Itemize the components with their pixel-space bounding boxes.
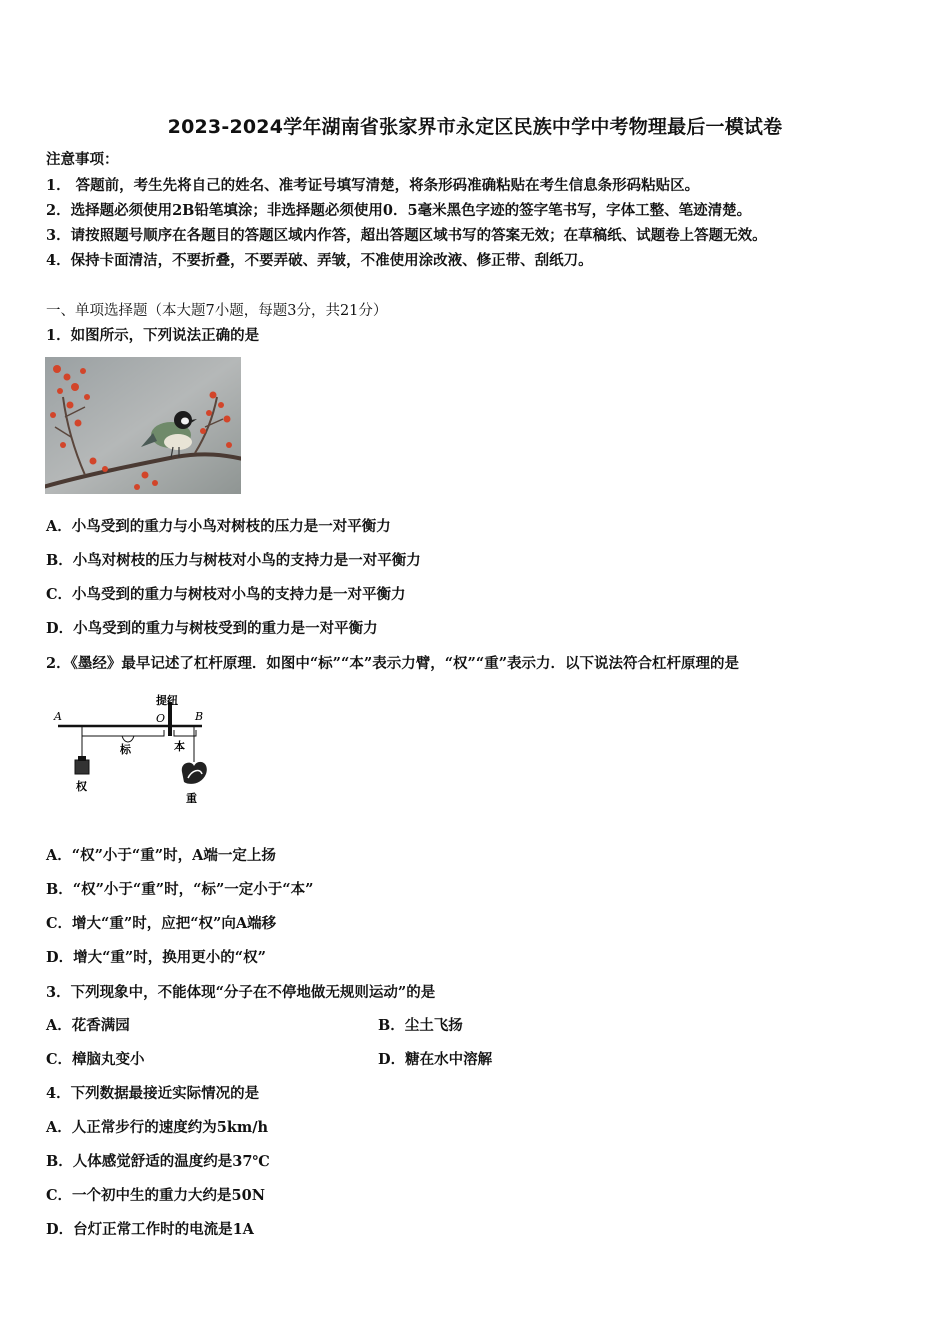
notice-heading: 注意事项： [46, 151, 119, 168]
page-title: 2023-2024学年湖南省张家界市永定区民族中学中考物理最后一模试卷 [167, 116, 783, 138]
label-o: O [156, 712, 166, 725]
option: D．增大“重”时，换用更小的“权” [46, 949, 266, 966]
option: D．台灯正常工作时的电流是1A [46, 1221, 254, 1238]
bird-on-branch-photo [45, 357, 241, 494]
notice-item: 3．请按照题号顺序在各题目的答题区域内作答，超出答题区域书写的答案无效；在草稿纸、试题卷上答题无效。 [46, 227, 767, 244]
option: A．“权”小于“重”时，A端一定上扬 [46, 847, 276, 864]
notice-item: 4．保持卡面清洁，不要折叠，不要弄破、弄皱，不准使用涂改液、修正带、刮纸刀。 [46, 252, 593, 269]
label-biao: 标 [120, 743, 131, 756]
lever-diagram [52, 692, 222, 810]
label-b: B [195, 710, 204, 723]
option: B．小鸟对树枝的压力与树枝对小鸟的支持力是一对平衡力 [46, 552, 421, 569]
option: B．“权”小于“重”时，“标”一定小于“本” [46, 881, 314, 898]
question-2-stem: 2．《墨经》最早记述了杠杆原理．如图中“标”“本”表示力臂，“权”“重”表示力．以下说法符合杠杆原理的是 [46, 655, 740, 672]
option: A．花香满园 [46, 1017, 130, 1034]
label-zhong: 重 [186, 792, 197, 805]
question-3-stem: 3．下列现象中，不能体现“分子在不停地做无规则运动”的是 [46, 984, 436, 1001]
option: C．小鸟受到的重力与树枝对小鸟的支持力是一对平衡力 [46, 586, 406, 603]
section-heading: 一、单项选择题（本大题7小题，每题3分，共21分） [46, 303, 388, 319]
label-quan: 权 [76, 780, 87, 793]
option: C．樟脑丸变小 [46, 1051, 145, 1068]
question-1-stem: 1．如图所示，下列说法正确的是 [46, 327, 260, 344]
option: C．一个初中生的重力大约是50N [46, 1187, 265, 1204]
option: B．人体感觉舒适的温度约是37℃ [46, 1153, 270, 1170]
label-tiniu: 提纽 [156, 694, 178, 707]
label-a: A [54, 710, 62, 723]
notice-item: 2．选择题必须使用2B铅笔填涂；非选择题必须使用0．5毫米黑色字迹的签字笔书写，字体工整、笔迹清楚。 [46, 202, 752, 219]
option: D．小鸟受到的重力与树枝受到的重力是一对平衡力 [46, 620, 378, 637]
label-ben: 本 [174, 740, 185, 753]
option: B．尘土飞扬 [378, 1017, 463, 1034]
question-4-stem: 4．下列数据最接近实际情况的是 [46, 1085, 260, 1102]
option: A．人正常步行的速度约为5km/h [46, 1119, 269, 1136]
option: A．小鸟受到的重力与小鸟对树枝的压力是一对平衡力 [46, 518, 391, 535]
option: C．增大“重”时，应把“权”向A端移 [46, 915, 277, 932]
notice-item: 1． 答题前，考生先将自己的姓名、准考证号填写清楚，将条形码准确粘贴在考生信息条形码粘贴区。 [46, 177, 700, 194]
option: D．糖在水中溶解 [378, 1051, 493, 1068]
